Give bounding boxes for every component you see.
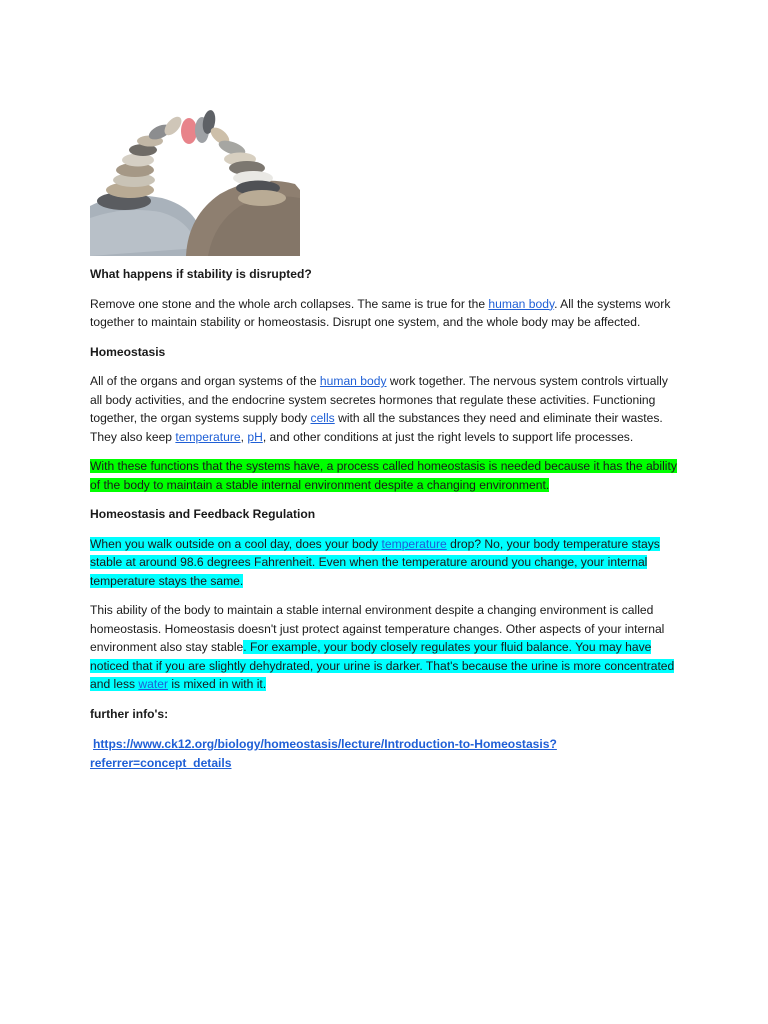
ph-link[interactable]: pH <box>247 429 263 444</box>
organs-paragraph: All of the organs and organ systems of the human body work together. The nervous system controls virtually all body activities, and the endocrine system secretes hormones that regulate these activities. Functioning together, the organ systems supply body cells with all the substances they need and eliminate their wastes. They also keep temperature, pH, and other conditions at just the right levels to support life processes. <box>90 374 668 444</box>
temperature-link[interactable]: temperature <box>175 429 241 444</box>
reference-url-link[interactable]: https://www.ck12.org/biology/homeostasis/lecture/Introduction-to-Homeostasis? referrer=concept_details <box>90 737 557 770</box>
human-body-link[interactable]: human body <box>488 296 555 311</box>
arch-paragraph: Remove one stone and the whole arch collapses. The same is true for the human body. All the systems work together to maintain stability or homeostasis. Disrupt one system, and the whole body may be affected. <box>90 296 671 329</box>
water-link[interactable]: water <box>138 677 168 691</box>
homeostasis-heading: Homeostasis <box>90 344 166 359</box>
stone-arch-icon <box>90 98 300 256</box>
green-highlight: With these functions that the systems have, a process called homeostasis is needed because it has the ability of the body to maintain a stable internal environment despite a changing environment. <box>90 459 677 492</box>
cells-link[interactable]: cells <box>310 411 335 425</box>
stable-environment-paragraph: This ability of the body to maintain a stable internal environment despite a changing environment is called homeostasis. Homeostasis doesn't just protect against temperature changes. Other aspects of your internal environment also stay stable. For example, your body closely regulates your fluid balance. You may have noticed that if you are slightly dehydrated, your urine is darker. That's because the urine is more concentrated and less water is mixed in with it. <box>90 603 675 691</box>
temperature-link-2[interactable]: temperature <box>381 536 447 551</box>
human-body-link-2[interactable]: human body <box>319 374 387 388</box>
functions-paragraph <box>90 457 678 494</box>
question-heading: What happens if stability is disrupted? <box>90 267 312 281</box>
further-info-label: further info's: <box>90 706 169 721</box>
cool-day-paragraph: When you walk outside on a cool day, does your body temperature drop? No, your body temperature stays stable at around 98.6 degrees Fahrenheit. Even when the temperature around you change, your internal temperature stays the same. <box>90 536 660 588</box>
reference-url-block <box>90 735 678 772</box>
feedback-heading: Homeostasis and Feedback Regulation <box>90 507 316 521</box>
